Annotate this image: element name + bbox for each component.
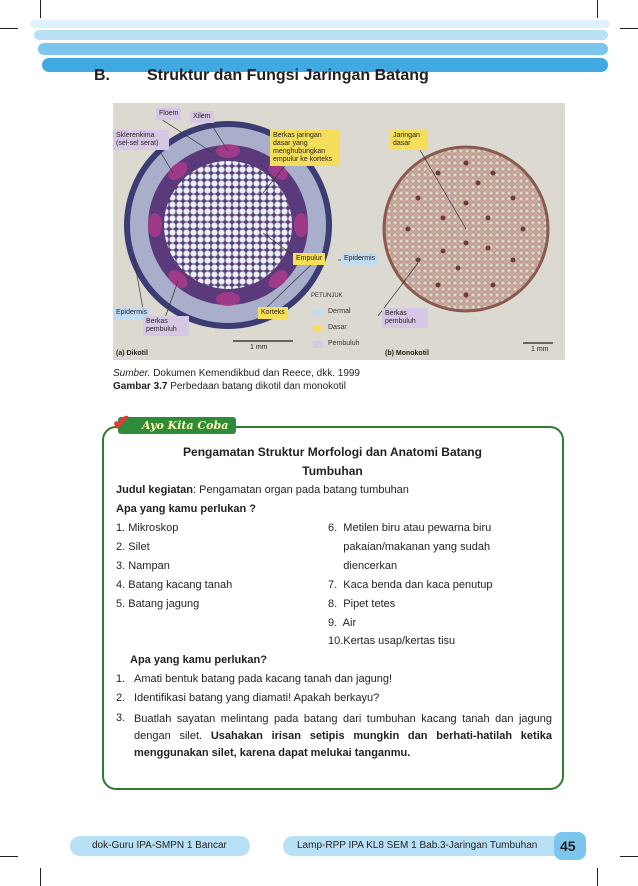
label-sklerenkima: Sklerenkima (sel-sel serat) bbox=[113, 130, 169, 150]
crop-mark bbox=[40, 868, 41, 886]
material-item: 8. Pipet tetes bbox=[328, 598, 396, 610]
page-number: 45 bbox=[554, 832, 586, 860]
material-item: 5. Batang jagung bbox=[116, 598, 200, 610]
footer-right: Lamp-RPP IPA KL8 SEM 1 Bab.3-Jaringan Tumbuhan bbox=[283, 836, 585, 856]
crop-mark bbox=[0, 28, 18, 29]
legend-swatch-dasar bbox=[313, 325, 322, 332]
label-empulur: Empulur bbox=[293, 253, 325, 265]
stem-figure bbox=[113, 103, 565, 360]
section-title: Struktur dan Fungsi Jaringan Batang bbox=[147, 67, 429, 84]
crop-mark bbox=[597, 868, 598, 886]
scale-label-left: 1 mm bbox=[250, 344, 268, 351]
crop-mark bbox=[620, 856, 638, 857]
figure-source: Sumber. Dokumen Kemendikbud dan Reece, dkk. 1999 bbox=[113, 368, 360, 379]
crop-mark bbox=[0, 856, 18, 857]
material-item: 3. Nampan bbox=[116, 560, 170, 572]
steps-heading: Apa yang kamu perlukan? bbox=[130, 654, 267, 666]
legend-title: PETUNJUK bbox=[311, 293, 343, 299]
material-item: pakaian/makanan yang sudah bbox=[328, 541, 491, 553]
activity-badge-label: Ayo Kita Coba bbox=[142, 419, 229, 432]
label-berkas-pembuluh-left: Berkas pembuluh bbox=[143, 316, 189, 336]
material-item: 1. Mikroskop bbox=[116, 522, 179, 534]
legend-dasar: Dasar bbox=[328, 324, 347, 331]
material-item: 10.Kertas usap/kertas tisu bbox=[328, 635, 456, 647]
materials-heading: Apa yang kamu perlukan ? bbox=[116, 503, 256, 515]
label-epidermis-left: Epidermis bbox=[113, 307, 150, 319]
judul-kegiatan: Judul kegiatan: Pengamatan organ pada batang tumbuhan bbox=[116, 484, 409, 496]
caption-dikotil: (a) Dikotil bbox=[116, 350, 148, 357]
material-item: diencerkan bbox=[328, 560, 398, 572]
legend-pembuluh: Pembuluh bbox=[328, 340, 360, 347]
figure-caption: Gambar 3.7 Perbedaan batang dikotil dan monokotil bbox=[113, 381, 346, 392]
legend-dermal: Dermal bbox=[328, 308, 351, 315]
step-number: 1. bbox=[116, 673, 126, 685]
crop-mark bbox=[620, 28, 638, 29]
caption-monokotil: (b) Monokotil bbox=[385, 350, 429, 357]
material-item: 2. Silet bbox=[116, 541, 150, 553]
step-text: Identifikasi batang yang diamati! Apakah berkayu? bbox=[134, 692, 380, 704]
label-berkas-jaringan-dasar: Berkas jaringan dasar yang menghubungkan empulur ke korteks bbox=[270, 130, 340, 166]
label-berkas-pembuluh-right: Berkas pembuluh bbox=[382, 308, 428, 328]
crop-mark bbox=[40, 0, 41, 18]
label-korteks: Korteks bbox=[258, 307, 288, 319]
material-item: 6. Metilen biru atau pewarna biru bbox=[328, 522, 492, 534]
label-jaringan-dasar: Jaringan dasar bbox=[390, 130, 428, 150]
section-letter: B. bbox=[94, 67, 110, 84]
checkmark-icon: ✔ bbox=[112, 410, 131, 435]
material-item: 9. Air bbox=[328, 617, 357, 629]
step-number: 3. bbox=[116, 712, 126, 724]
label-epidermis-right: Epidermis bbox=[341, 253, 378, 265]
label-floem: Floem bbox=[156, 108, 181, 120]
step-text: Buatlah sayatan melintang pada batang dari tumbuhan kacang tanah dan jagung dengan silet. Usahakan irisan setipis mungkin dan berhati-hatilah ketika menggunakan silet, karena dapat melukai tanganmu. bbox=[134, 713, 552, 759]
activity-title: Pengamatan Struktur Morfologi dan Anatomi Batang Tumbuhan bbox=[183, 445, 482, 478]
material-item: 7. Kaca benda dan kaca penutup bbox=[328, 579, 493, 591]
step-number: 2. bbox=[116, 692, 126, 704]
legend-swatch-dermal bbox=[313, 309, 322, 316]
footer-left: dok-Guru IPA-SMPN 1 Bancar bbox=[70, 836, 250, 856]
label-xilem: Xilem bbox=[190, 111, 214, 123]
header-decoration bbox=[30, 20, 610, 70]
step-text: Amati bentuk batang pada kacang tanah dan jagung! bbox=[134, 673, 393, 685]
material-item: 4. Batang kacang tanah bbox=[116, 579, 233, 591]
crop-mark bbox=[597, 0, 598, 18]
legend-swatch-pembuluh bbox=[313, 341, 322, 348]
scale-label-right: 1 mm bbox=[531, 346, 549, 353]
